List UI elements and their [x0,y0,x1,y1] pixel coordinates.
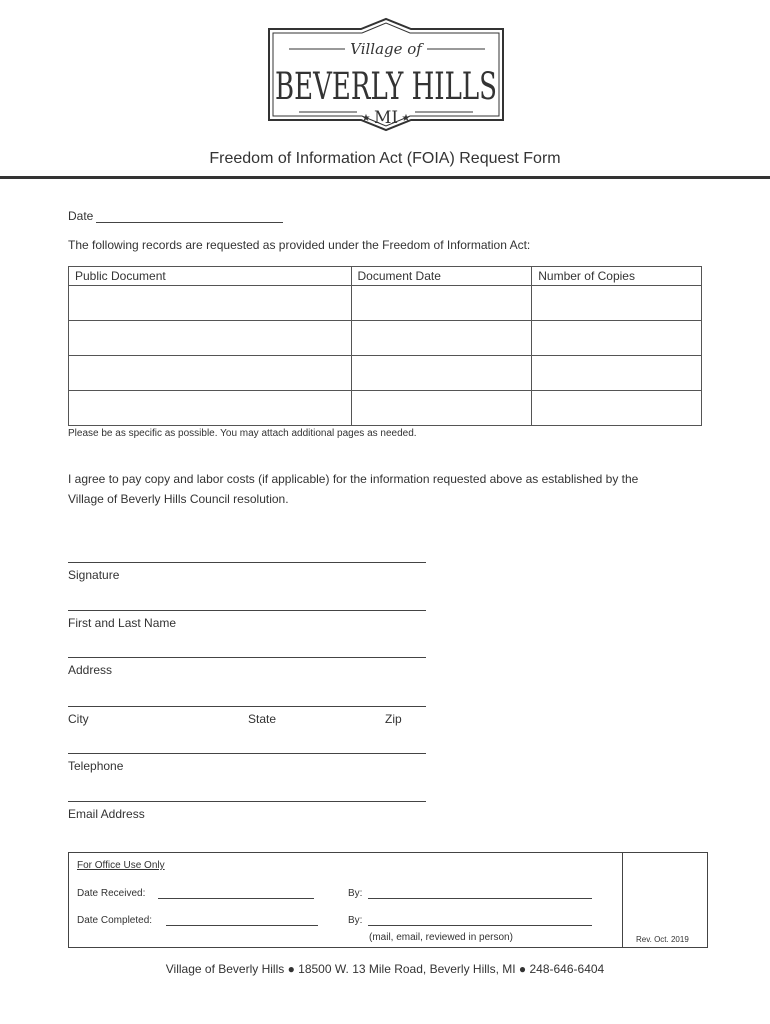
table-row [69,356,702,391]
zip-label: Zip [385,712,402,726]
office-use-heading: For Office Use Only [77,860,165,871]
table-row [69,321,702,356]
logo-village-text: Village of [350,40,422,58]
specific-note: Please be as specific as possible. You may attach additional pages as needed. [68,428,417,439]
table-cell[interactable] [532,356,702,391]
table-cell[interactable] [69,391,352,426]
address-label: Address [68,663,113,677]
state-label: State [248,712,277,726]
agreement-text-line-1: I agree to pay copy and labor costs (if applicable) for the information requested above as established by the [68,472,639,486]
signature-label: Signature [68,568,120,582]
telephone-label: Telephone [68,759,124,773]
logo-main-text: BEVERLY HILLS [275,65,497,108]
table-cell[interactable] [351,356,532,391]
office-box-divider [622,852,623,948]
star-icon: ★ [361,113,371,124]
table-cell[interactable] [532,391,702,426]
star-icon: ★ [401,113,411,124]
village-logo [263,17,509,132]
logo-state-text: MI [373,108,399,128]
table-cell[interactable] [351,286,532,321]
date-received-field[interactable] [158,898,314,899]
footer-address: Village of Beverly Hills ● 18500 W. 13 Mile Road, Beverly Hills, MI ● 248-646-6404 [165,962,605,976]
email-field[interactable] [68,801,426,802]
title-divider [0,176,770,179]
received-by-label: By: [348,888,363,899]
address-field[interactable] [68,657,426,658]
table-cell[interactable] [69,321,352,356]
table-cell[interactable] [532,286,702,321]
completed-by-field[interactable] [368,925,592,926]
received-by-field[interactable] [368,898,592,899]
city-label: City [68,712,89,726]
date-field[interactable] [96,222,283,223]
intro-text: The following records are requested as provided under the Freedom of Information Act: [68,238,531,252]
column-header-public-document: Public Document [69,267,352,286]
logo-badge [263,17,509,132]
table-cell[interactable] [69,286,352,321]
form-title: Freedom of Information Act (FOIA) Request Form [209,150,561,167]
city-state-zip-field[interactable] [68,706,426,707]
date-completed-label: Date Completed: [77,915,153,926]
table-row [69,391,702,426]
name-label: First and Last Name [68,616,177,630]
completed-by-label: By: [348,915,363,926]
table-row [69,286,702,321]
email-label: Email Address [68,807,145,821]
agreement-text-line-2: Village of Beverly Hills Council resolution. [68,492,289,506]
table-cell[interactable] [532,321,702,356]
signature-field[interactable] [68,562,426,563]
delivery-method-note: (mail, email, reviewed in person) [369,932,513,943]
revision-label: Rev. Oct. 2019 [636,935,689,944]
column-header-document-date: Document Date [351,267,532,286]
telephone-field[interactable] [68,753,426,754]
records-table [68,266,702,426]
table-cell[interactable] [69,356,352,391]
table-header-row [69,267,702,286]
date-completed-field[interactable] [166,925,318,926]
table-cell[interactable] [351,391,532,426]
date-label: Date [68,209,94,223]
name-field[interactable] [68,610,426,611]
column-header-number-of-copies: Number of Copies [532,267,702,286]
date-received-label: Date Received: [77,888,146,899]
table-cell[interactable] [351,321,532,356]
